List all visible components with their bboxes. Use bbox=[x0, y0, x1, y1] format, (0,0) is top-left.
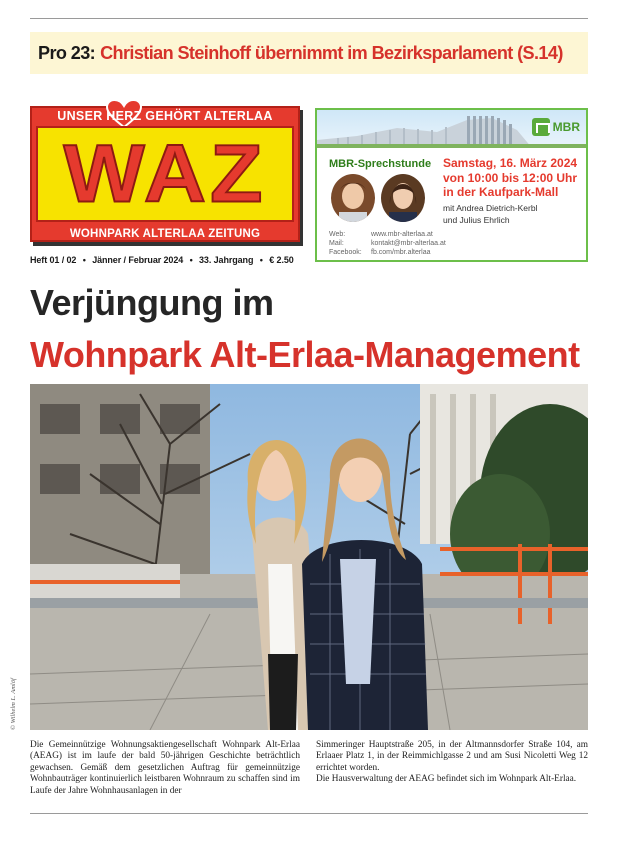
issue-price: € 2.50 bbox=[269, 255, 294, 265]
article-column-2-para-2: Die Hausverwaltung der AEAG befindet sich im Wohnpark Alt-Erlaa. bbox=[316, 774, 577, 785]
contact-facebook[interactable]: Facebook: fb.com/mbr.alterlaa bbox=[329, 249, 431, 257]
ad-hosts bbox=[443, 202, 537, 226]
headline-line-1: Verjüngung im bbox=[30, 282, 274, 323]
issue-line bbox=[30, 255, 298, 265]
ad-host-1: mit Andrea Dietrich-Kerbl bbox=[443, 203, 538, 213]
photo-credit: © Wilhelm L. Amlöf bbox=[10, 678, 17, 730]
teaser-prefix: Pro 23: bbox=[38, 42, 96, 63]
ad-contacts bbox=[329, 230, 446, 258]
contact-web[interactable]: Web: www.mbr-alterlaa.at bbox=[329, 231, 433, 238]
issue-separator: • bbox=[189, 255, 193, 265]
portrait-andrea bbox=[331, 174, 375, 222]
logo-panel bbox=[36, 126, 294, 222]
cover-photo bbox=[30, 384, 588, 730]
ad-date-place: in der Kaufpark-Mall bbox=[443, 185, 559, 199]
ad-date-time: von 10:00 bis 12:00 Uhr bbox=[443, 170, 578, 185]
portrait-julius bbox=[381, 174, 425, 222]
logo-slogan: UNSER HERZ GEHÖRT ALTERLAA bbox=[57, 109, 273, 123]
waz-logo bbox=[30, 106, 300, 242]
mbr-brand: MBR bbox=[552, 120, 580, 134]
article-column-1: Die Gemeinnützige Wohnungsaktiengesellschaft Wohnpark Alt-Erlaa (AEAG) ist im laufe der bald 50-jährigen Geschichte beträchtlich gewachsen. Gemäß dem gesetzlichen Auftrag für gemeinnützige Wohnbauträger kontinuierlich leistbaren Wohnraum zu schaffen sind im Laufe der Jahre Wohnhausanlagen in der bbox=[30, 740, 300, 796]
teaser-banner[interactable] bbox=[30, 32, 588, 74]
issue-separator: • bbox=[82, 255, 86, 265]
ad-date bbox=[443, 156, 577, 200]
contact-mail[interactable]: Mail: kontakt@mbr-alterlaa.at bbox=[329, 240, 446, 248]
article-column-2-para-1: Simmeringer Hauptstraße 205, in der Altmannsdorfer Straße 104, am Erlaaer Platz 1, in der Reimmichlgasse 2 und am Susi Nicoletti Weg 12 errichtet worden. bbox=[316, 740, 588, 773]
logo-word: WAZ bbox=[63, 128, 267, 220]
issue-volume: 33. Jahrgang bbox=[199, 255, 254, 265]
mbr-logo bbox=[532, 118, 580, 136]
headline-line-2: Wohnpark Alt-Erlaa-Management bbox=[30, 334, 580, 375]
ad-banner bbox=[317, 110, 586, 148]
issue-date: Jänner / Februar 2024 bbox=[92, 255, 184, 265]
issue-separator: • bbox=[259, 255, 263, 265]
ad-title: MBR-Sprechstunde bbox=[329, 158, 432, 170]
bottom-rule bbox=[30, 813, 588, 814]
mbr-advertisement[interactable] bbox=[315, 108, 588, 262]
ad-date-day: Samstag, 16. März 2024 bbox=[443, 156, 578, 170]
teaser-text: Christian Steinhoff übernimmt im Bezirksparlament (S.14) bbox=[100, 42, 563, 63]
top-rule bbox=[30, 18, 588, 19]
article-column-2 bbox=[316, 740, 588, 786]
ad-host-2: und Julius Ehrlich bbox=[443, 215, 510, 225]
issue-number: Heft 01 / 02 bbox=[30, 255, 77, 265]
logo-subtitle: WOHNPARK ALTERLAA ZEITUNG bbox=[69, 228, 261, 240]
mbr-logo-icon bbox=[532, 118, 550, 136]
